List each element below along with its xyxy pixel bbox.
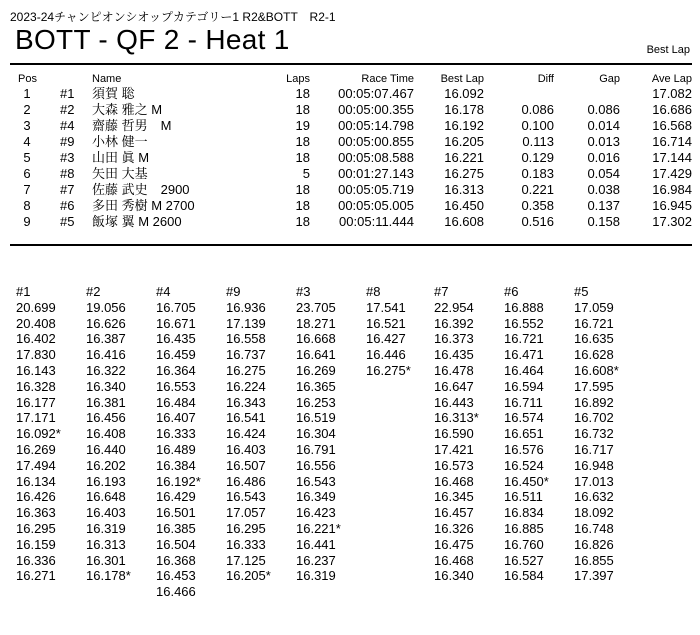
cell-race-time: 00:05:08.588 <box>338 150 414 165</box>
lap-time: 16.478 <box>434 362 474 378</box>
lap-time: 16.573 <box>434 457 474 473</box>
lap-column <box>366 284 436 379</box>
lap-time: 16.501 <box>156 505 196 521</box>
result-row <box>0 214 700 230</box>
cell-pos: 6 <box>23 166 31 181</box>
lap-time: 16.319 <box>86 520 126 536</box>
lap-time: 16.558 <box>226 331 266 347</box>
lap-column-car-number: #7 <box>434 284 449 299</box>
cell-car-number: #2 <box>60 102 75 117</box>
cell-driver-name: 矢田 大基 <box>92 166 148 181</box>
lap-times-grid <box>0 284 700 629</box>
cell-gap: 0.016 <box>587 150 620 165</box>
lap-time: 16.732 <box>574 426 614 442</box>
lap-time: 16.486 <box>226 473 266 489</box>
cell-race-time: 00:05:07.467 <box>338 86 414 101</box>
lap-column <box>226 284 296 584</box>
lap-time: 16.336 <box>16 552 56 568</box>
cell-best-lap: 16.205 <box>444 134 484 149</box>
lap-time: 16.543 <box>226 489 266 505</box>
lap-time: 16.387 <box>86 331 126 347</box>
lap-time: 16.626 <box>86 315 126 331</box>
cell-car-number: #1 <box>60 86 75 101</box>
results-table <box>0 72 700 230</box>
lap-time: 16.193 <box>86 473 126 489</box>
lap-time: 16.721 <box>504 331 544 347</box>
col-header-gap: Gap <box>599 73 620 85</box>
cell-pos: 1 <box>23 86 31 101</box>
cell-gap: 0.137 <box>587 198 620 213</box>
lap-time: 16.647 <box>434 378 474 394</box>
cell-best-lap: 16.192 <box>444 118 484 133</box>
lap-time: 16.541 <box>226 410 266 426</box>
cell-car-number: #7 <box>60 182 75 197</box>
lap-time: 16.760 <box>504 536 544 552</box>
lap-time: 17.057 <box>226 505 266 521</box>
lap-time: 17.421 <box>434 441 474 457</box>
header-divider <box>10 63 692 65</box>
lap-time: 16.319 <box>296 568 336 584</box>
page-title: BOTT - QF 2 - Heat 1 <box>15 24 290 55</box>
cell-pos: 4 <box>23 134 31 149</box>
cell-best-lap: 16.178 <box>444 102 484 117</box>
cell-race-time: 00:01:27.143 <box>338 166 414 181</box>
col-header-ave-lap: Ave Lap <box>651 73 692 85</box>
lap-time: 16.275* <box>366 362 411 378</box>
lap-column <box>504 284 574 584</box>
lap-time: 16.429 <box>156 489 196 505</box>
lap-time: 17.541 <box>366 299 406 315</box>
lap-time: 16.527 <box>504 552 544 568</box>
cell-laps: 18 <box>295 182 310 197</box>
lap-time: 16.275 <box>226 362 266 378</box>
cell-laps: 18 <box>295 102 310 117</box>
cell-driver-name: 齋藤 哲男 M <box>92 118 172 133</box>
cell-race-time: 00:05:14.798 <box>338 118 414 133</box>
lap-time: 16.326 <box>434 520 474 536</box>
cell-pos: 7 <box>23 182 31 197</box>
lap-time: 16.313* <box>434 410 479 426</box>
cell-best-lap: 16.221 <box>444 150 484 165</box>
lap-time: 16.791 <box>296 441 336 457</box>
cell-gap: 0.013 <box>587 134 620 149</box>
lap-time: 16.365 <box>296 378 336 394</box>
col-header-laps: Laps <box>286 73 310 85</box>
lap-time: 16.717 <box>574 441 614 457</box>
cell-diff: 0.100 <box>521 118 554 133</box>
lap-time: 16.737 <box>226 347 266 363</box>
cell-best-lap: 16.275 <box>444 166 484 181</box>
result-row <box>0 86 700 102</box>
lap-time: 16.468 <box>434 473 474 489</box>
cell-driver-name: 須賀 聡 <box>92 86 135 101</box>
lap-time: 16.237 <box>296 552 336 568</box>
cell-race-time: 00:05:05.719 <box>338 182 414 197</box>
lap-time: 16.205* <box>226 568 271 584</box>
cell-race-time: 00:05:11.444 <box>339 214 414 229</box>
lap-time: 16.584 <box>504 568 544 584</box>
lap-column <box>16 284 86 584</box>
lap-time: 16.648 <box>86 489 126 505</box>
lap-time: 16.349 <box>296 489 336 505</box>
lap-time: 16.888 <box>504 299 544 315</box>
cell-laps: 19 <box>295 118 310 133</box>
cell-driver-name: 山田 眞 M <box>92 150 150 165</box>
col-header-best-lap: Best Lap <box>440 73 484 85</box>
lap-time: 17.125 <box>226 552 266 568</box>
cell-laps: 5 <box>302 166 310 181</box>
lap-column-car-number: #3 <box>296 284 311 299</box>
lap-time: 16.403 <box>226 441 266 457</box>
cell-diff: 0.183 <box>521 166 554 181</box>
lap-time: 16.885 <box>504 520 544 536</box>
cell-best-lap: 16.450 <box>444 198 484 213</box>
lap-time: 16.459 <box>156 347 196 363</box>
result-row <box>0 102 700 118</box>
cell-pos: 5 <box>23 150 31 165</box>
cell-ave-lap: 16.714 <box>652 134 692 149</box>
best-lap-label: Best Lap <box>646 44 690 56</box>
lap-time: 16.553 <box>156 378 196 394</box>
cell-driver-name: 大森 雅之 M <box>92 102 163 117</box>
lap-column-car-number: #8 <box>366 284 381 299</box>
cell-car-number: #3 <box>60 150 75 165</box>
lap-time: 16.466 <box>156 584 196 600</box>
cell-laps: 18 <box>295 134 310 149</box>
cell-driver-name: 多田 秀樹 M 2700 <box>92 198 195 213</box>
lap-time: 17.171 <box>16 410 56 426</box>
lap-time: 22.954 <box>434 299 474 315</box>
lap-time: 16.475 <box>434 536 474 552</box>
event-subtitle: 2023-24チャンピオンシオップカテゴリー1 R2&BOTT R2-1 <box>10 10 336 24</box>
lap-time: 16.269 <box>16 441 56 457</box>
lap-time: 16.301 <box>86 552 126 568</box>
lap-time: 16.635 <box>574 331 614 347</box>
lap-time: 16.426 <box>16 489 56 505</box>
lap-time: 16.221* <box>296 520 341 536</box>
lap-time: 16.826 <box>574 536 614 552</box>
col-header-pos: Pos <box>18 73 37 85</box>
lap-time: 16.450* <box>504 473 549 489</box>
lap-time: 16.948 <box>574 457 614 473</box>
lap-time: 16.440 <box>86 441 126 457</box>
lap-time: 16.464 <box>504 362 544 378</box>
cell-car-number: #4 <box>60 118 75 133</box>
lap-time: 16.519 <box>296 410 336 426</box>
lap-time: 16.134 <box>16 473 56 489</box>
cell-best-lap: 16.608 <box>444 214 484 229</box>
results-divider <box>10 244 692 246</box>
cell-ave-lap: 16.945 <box>652 198 692 213</box>
lap-time: 16.855 <box>574 552 614 568</box>
lap-time: 16.443 <box>434 394 474 410</box>
lap-time: 16.416 <box>86 347 126 363</box>
lap-column <box>434 284 504 584</box>
cell-pos: 8 <box>23 198 31 213</box>
cell-diff: 0.086 <box>521 102 554 117</box>
lap-time: 16.521 <box>366 315 406 331</box>
lap-column-car-number: #6 <box>504 284 519 299</box>
lap-time: 16.269 <box>296 362 336 378</box>
lap-time: 16.471 <box>504 347 544 363</box>
cell-gap: 0.038 <box>587 182 620 197</box>
lap-column <box>296 284 366 584</box>
lap-time: 16.504 <box>156 536 196 552</box>
cell-gap: 0.054 <box>587 166 620 181</box>
lap-column <box>156 284 226 600</box>
lap-time: 16.403 <box>86 505 126 521</box>
lap-time: 16.552 <box>504 315 544 331</box>
lap-time: 16.590 <box>434 426 474 442</box>
lap-column <box>574 284 644 584</box>
lap-time: 16.333 <box>156 426 196 442</box>
lap-time: 16.511 <box>504 489 543 505</box>
lap-time: 16.441 <box>296 536 336 552</box>
cell-gap: 0.158 <box>587 214 620 229</box>
cell-diff: 0.516 <box>521 214 554 229</box>
lap-time: 16.457 <box>434 505 474 521</box>
cell-car-number: #5 <box>60 214 75 229</box>
lap-column-car-number: #4 <box>156 284 171 299</box>
lap-time: 16.322 <box>86 362 126 378</box>
cell-driver-name: 佐藤 武史 2900 <box>92 182 190 197</box>
lap-time: 16.556 <box>296 457 336 473</box>
cell-diff: 0.113 <box>522 134 554 149</box>
cell-ave-lap: 16.686 <box>652 102 692 117</box>
cell-diff: 0.129 <box>521 150 554 165</box>
lap-time: 16.834 <box>504 505 544 521</box>
cell-gap: 0.086 <box>587 102 620 117</box>
lap-time: 16.381 <box>86 394 126 410</box>
lap-time: 16.705 <box>156 299 196 315</box>
lap-time: 16.608* <box>574 362 619 378</box>
result-row <box>0 134 700 150</box>
lap-time: 16.651 <box>504 426 544 442</box>
lap-time: 16.936 <box>226 299 266 315</box>
cell-race-time: 00:05:05.005 <box>338 198 414 213</box>
lap-time: 16.468 <box>434 552 474 568</box>
col-header-race-time: Race Time <box>361 73 414 85</box>
cell-pos: 2 <box>23 102 31 117</box>
lap-time: 16.253 <box>296 394 336 410</box>
col-header-name: Name <box>92 73 122 85</box>
result-row <box>0 166 700 182</box>
lap-time: 16.385 <box>156 520 196 536</box>
cell-driver-name: 小林 健一 <box>92 134 148 149</box>
cell-car-number: #6 <box>60 198 75 213</box>
lap-time: 18.271 <box>296 315 336 331</box>
result-row <box>0 198 700 214</box>
cell-ave-lap: 16.984 <box>652 182 692 197</box>
lap-time: 16.671 <box>156 315 196 331</box>
lap-time: 17.139 <box>226 315 266 331</box>
lap-time: 16.340 <box>434 568 474 584</box>
lap-time: 16.364 <box>156 362 196 378</box>
result-row <box>0 182 700 198</box>
cell-laps: 18 <box>295 214 310 229</box>
cell-ave-lap: 16.568 <box>652 118 692 133</box>
lap-time: 17.397 <box>574 568 614 584</box>
lap-time: 20.408 <box>16 315 56 331</box>
cell-gap: 0.014 <box>587 118 620 133</box>
lap-time: 16.177 <box>16 394 56 410</box>
lap-time: 16.271 <box>16 568 56 584</box>
lap-time: 16.748 <box>574 520 614 536</box>
cell-race-time: 00:05:00.355 <box>338 102 414 117</box>
cell-ave-lap: 17.302 <box>652 214 692 229</box>
lap-time: 17.830 <box>16 347 56 363</box>
cell-laps: 18 <box>295 150 310 165</box>
lap-time: 16.345 <box>434 489 474 505</box>
cell-best-lap: 16.313 <box>444 182 484 197</box>
lap-time: 16.524 <box>504 457 544 473</box>
cell-ave-lap: 17.144 <box>652 150 692 165</box>
lap-time: 16.408 <box>86 426 126 442</box>
lap-time: 16.092* <box>16 426 61 442</box>
lap-time: 16.192* <box>156 473 201 489</box>
lap-time: 19.056 <box>86 299 126 315</box>
lap-time: 16.343 <box>226 394 266 410</box>
cell-diff: 0.358 <box>521 198 554 213</box>
lap-time: 16.702 <box>574 410 614 426</box>
lap-time: 16.143 <box>16 362 56 378</box>
lap-time: 18.092 <box>574 505 614 521</box>
col-header-diff: Diff <box>537 73 554 85</box>
lap-column <box>86 284 156 584</box>
lap-time: 16.453 <box>156 568 196 584</box>
cell-laps: 18 <box>295 86 310 101</box>
result-row <box>0 118 700 134</box>
lap-time: 16.632 <box>574 489 614 505</box>
lap-time: 16.333 <box>226 536 266 552</box>
cell-car-number: #8 <box>60 166 75 181</box>
lap-time: 16.363 <box>16 505 56 521</box>
lap-time: 16.427 <box>366 331 406 347</box>
lap-time: 20.699 <box>16 299 56 315</box>
lap-time: 16.424 <box>226 426 266 442</box>
lap-time: 16.489 <box>156 441 196 457</box>
lap-time: 16.384 <box>156 457 196 473</box>
lap-column-car-number: #2 <box>86 284 101 299</box>
lap-time: 16.446 <box>366 347 406 363</box>
lap-time: 16.368 <box>156 552 196 568</box>
cell-pos: 3 <box>23 118 31 133</box>
lap-time: 16.484 <box>156 394 196 410</box>
lap-time: 16.721 <box>574 315 614 331</box>
lap-time: 16.574 <box>504 410 544 426</box>
cell-ave-lap: 17.082 <box>652 86 692 101</box>
lap-time: 16.295 <box>16 520 56 536</box>
lap-time: 16.392 <box>434 315 474 331</box>
lap-time: 16.304 <box>296 426 336 442</box>
cell-ave-lap: 17.429 <box>652 166 692 181</box>
lap-time: 17.494 <box>16 457 56 473</box>
lap-time: 16.711 <box>504 394 543 410</box>
lap-time: 16.628 <box>574 347 614 363</box>
lap-time: 16.668 <box>296 331 336 347</box>
cell-driver-name: 飯塚 翼 M 2600 <box>92 214 182 229</box>
lap-column-car-number: #9 <box>226 284 241 299</box>
lap-time: 16.576 <box>504 441 544 457</box>
lap-time: 16.313 <box>86 536 126 552</box>
lap-time: 16.328 <box>16 378 56 394</box>
lap-time: 23.705 <box>296 299 336 315</box>
lap-time: 17.059 <box>574 299 614 315</box>
lap-time: 16.507 <box>226 457 266 473</box>
lap-time: 16.641 <box>296 347 336 363</box>
results-header-row <box>0 72 700 86</box>
lap-time: 16.224 <box>226 378 266 394</box>
lap-time: 16.295 <box>226 520 266 536</box>
cell-car-number: #9 <box>60 134 75 149</box>
result-row <box>0 150 700 166</box>
cell-pos: 9 <box>23 214 31 229</box>
lap-time: 16.423 <box>296 505 336 521</box>
lap-time: 17.595 <box>574 378 614 394</box>
lap-column-car-number: #5 <box>574 284 589 299</box>
lap-time: 16.373 <box>434 331 474 347</box>
lap-time: 16.202 <box>86 457 126 473</box>
lap-time: 16.402 <box>16 331 56 347</box>
lap-time: 16.594 <box>504 378 544 394</box>
cell-laps: 18 <box>295 198 310 213</box>
lap-time: 16.435 <box>434 347 474 363</box>
cell-race-time: 00:05:00.855 <box>338 134 414 149</box>
lap-time: 16.543 <box>296 473 336 489</box>
lap-time: 16.159 <box>16 536 56 552</box>
lap-time: 16.178* <box>86 568 131 584</box>
cell-diff: 0.221 <box>521 182 554 197</box>
lap-time: 17.013 <box>574 473 614 489</box>
lap-column-car-number: #1 <box>16 284 31 299</box>
cell-best-lap: 16.092 <box>444 86 484 101</box>
lap-time: 16.456 <box>86 410 126 426</box>
lap-time: 16.435 <box>156 331 196 347</box>
lap-time: 16.407 <box>156 410 196 426</box>
lap-time: 16.892 <box>574 394 614 410</box>
lap-time: 16.340 <box>86 378 126 394</box>
